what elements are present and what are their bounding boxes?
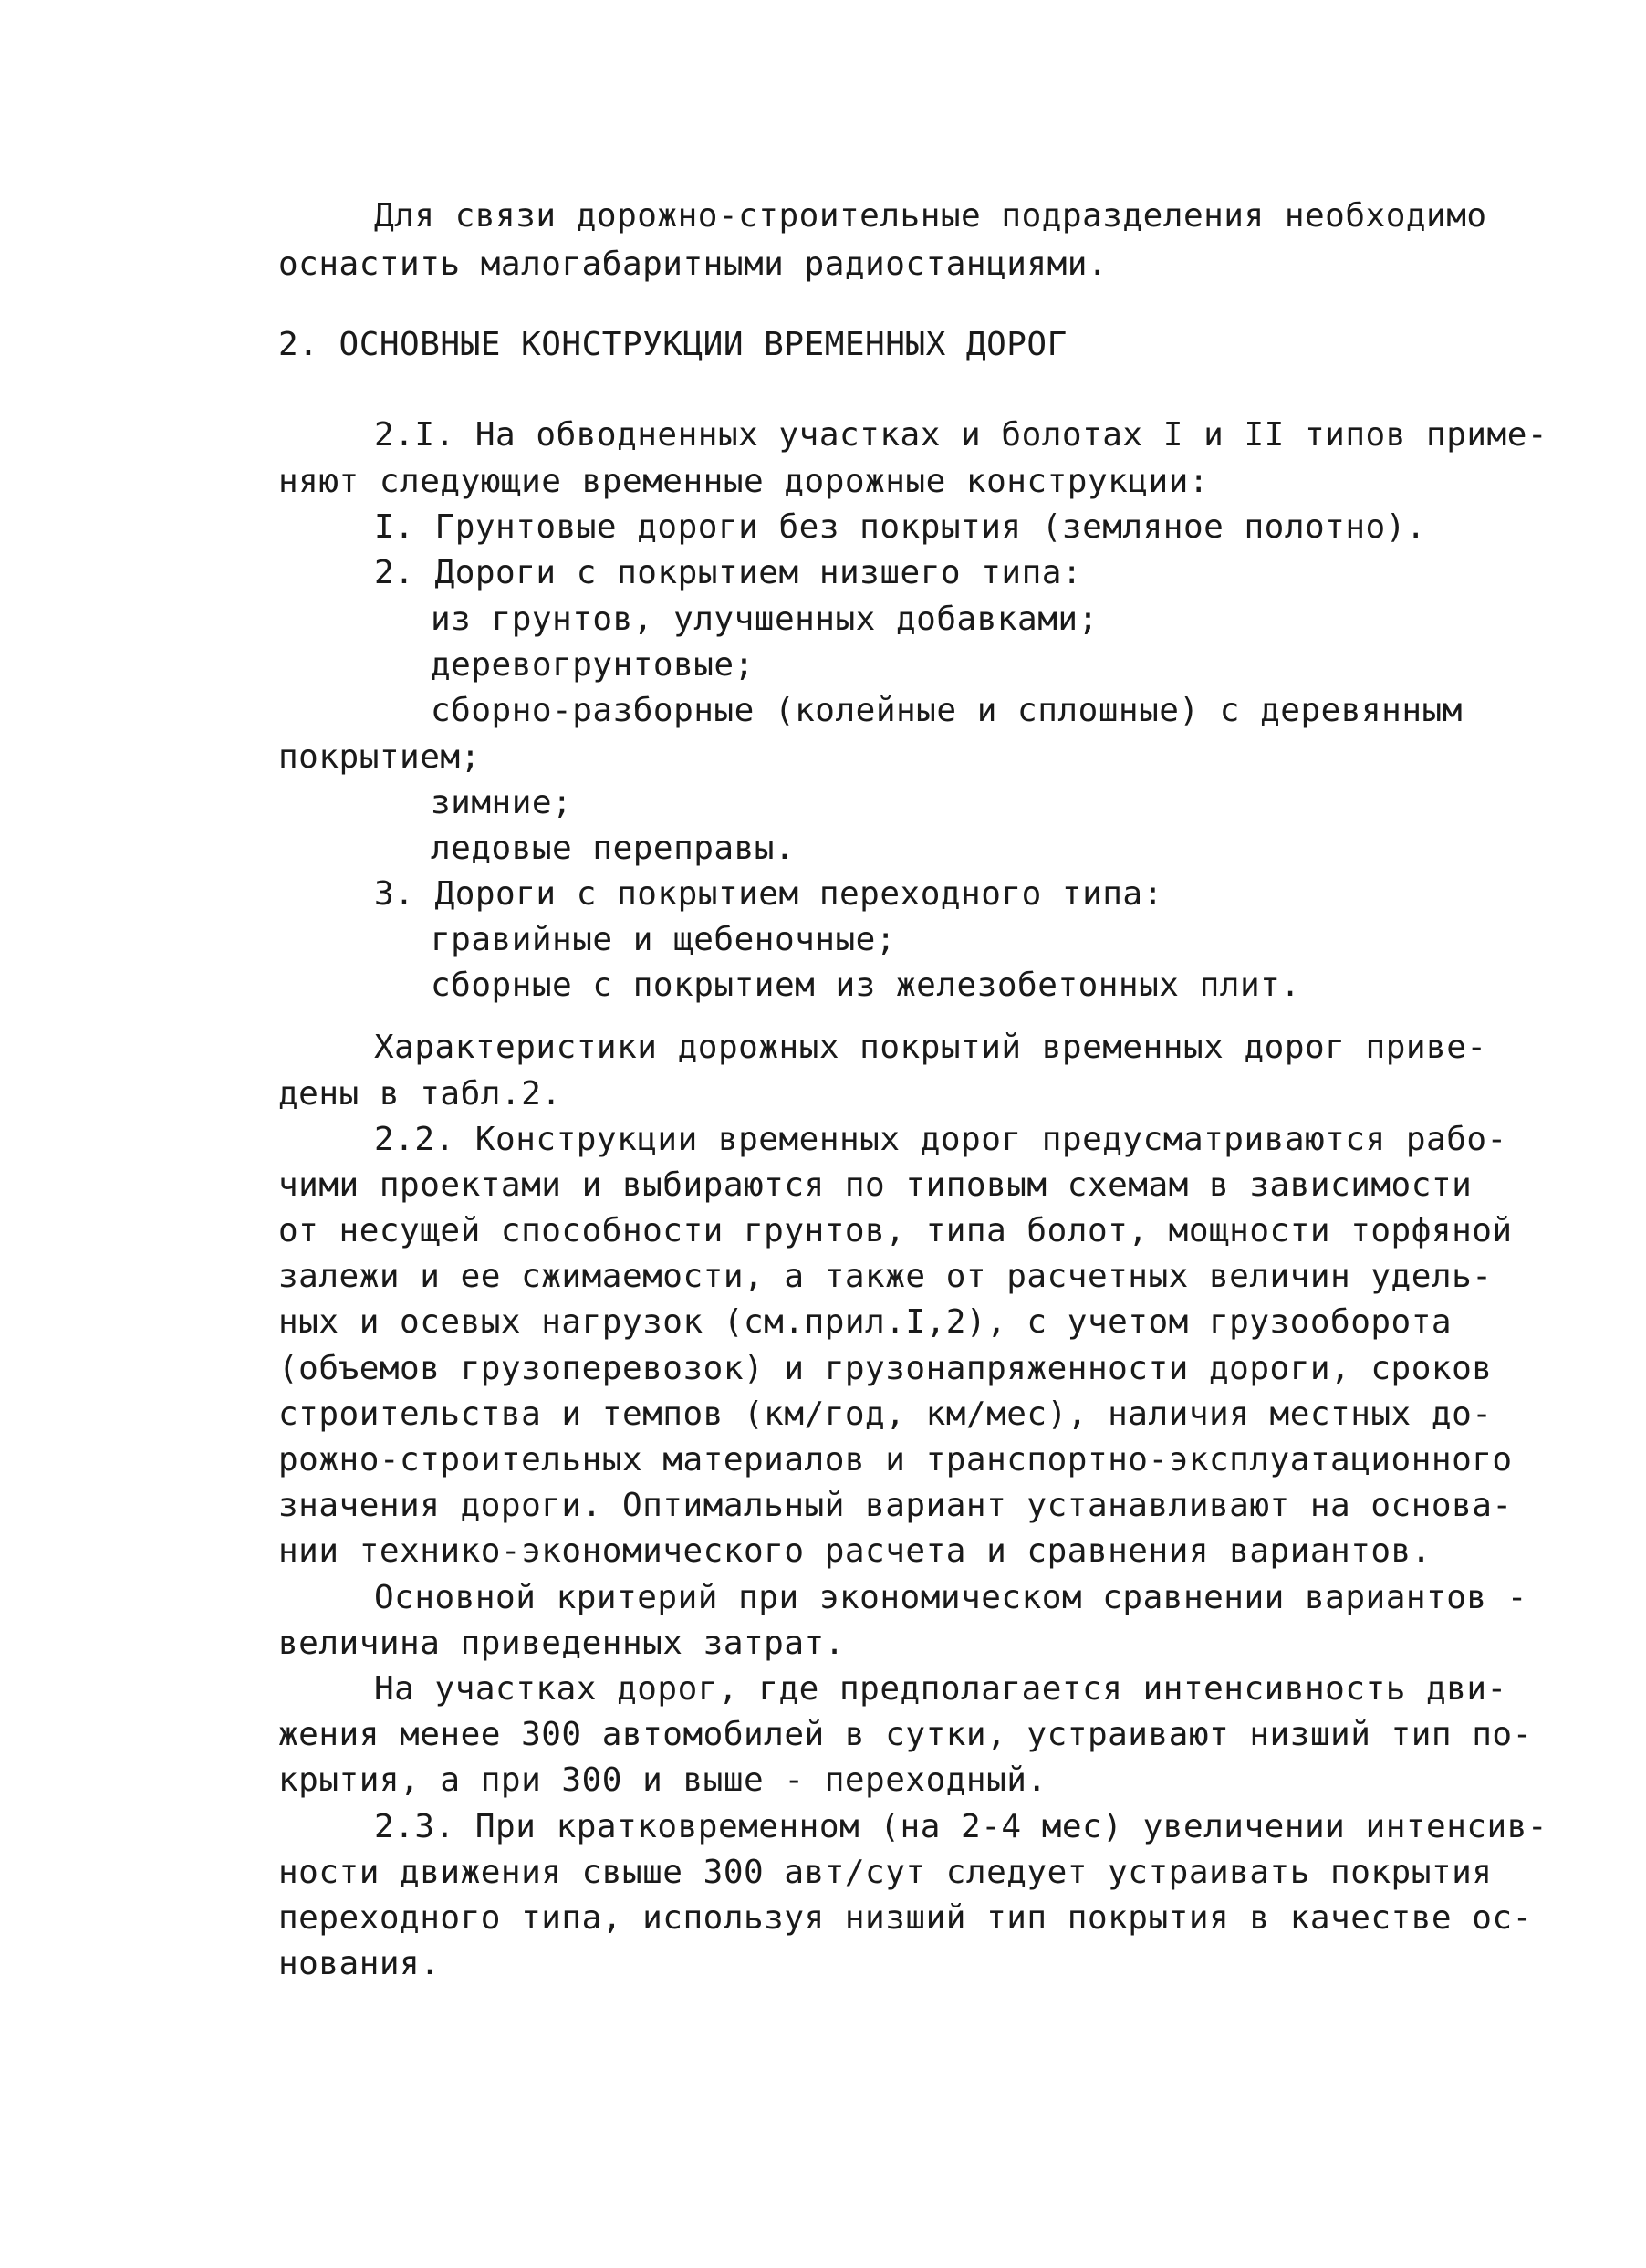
list-subitem: сборно-разборные (колейные и сплошные) с деревянным bbox=[431, 692, 1463, 729]
paragraph-line: величина приведенных затрат. bbox=[278, 1625, 845, 1662]
list-subitem: покрытием; bbox=[278, 738, 481, 776]
paragraph-line: 2.3. При кратковременном (на 2-4 мес) увеличении интенсив- bbox=[374, 1808, 1548, 1845]
list-item: 3. Дороги с покрытием переходного типа: bbox=[374, 875, 1163, 913]
list-item: 2. Дороги с покрытием низшего типа: bbox=[374, 554, 1083, 591]
list-subitem: деревогрунтовые; bbox=[431, 646, 755, 684]
list-item: I. Грунтовые дороги без покрытия (земляное полотно). bbox=[374, 508, 1427, 546]
paragraph-line: 2.2. Конструкции временных дорог предусматриваются рабо- bbox=[374, 1121, 1507, 1158]
paragraph-line: нии технико-экономического расчета и сравнения вариантов. bbox=[278, 1532, 1432, 1570]
paragraph-line: нования. bbox=[278, 1945, 441, 1982]
paragraph-line: ных и осевых нагрузок (см.прил.I,2), с учетом грузооборота bbox=[278, 1303, 1453, 1341]
list-subitem: сборные с покрытием из железобетонных плит. bbox=[431, 967, 1301, 1004]
paragraph-line: залежи и ее сжимаемости, а также от расчетных величин удель- bbox=[278, 1258, 1493, 1295]
paragraph-line: няют следующие временные дорожные конструкции: bbox=[278, 463, 1209, 500]
list-subitem: зимние; bbox=[431, 784, 573, 821]
list-subitem: из грунтов, улучшенных добавками; bbox=[431, 601, 1099, 638]
section-heading: 2. ОСНОВНЫЕ КОНСТРУКЦИИ ВРЕМЕННЫХ ДОРОГ bbox=[278, 326, 1068, 363]
paragraph-line: строительства и темпов (км/год, км/мес), наличия местных до- bbox=[278, 1395, 1493, 1433]
intro-line: оснастить малогабаритными радиостанциями. bbox=[278, 246, 1109, 283]
list-subitem: гравийные и щебеночные; bbox=[431, 921, 896, 958]
paragraph-line: 2.I. На обводненных участках и болотах I и II типов приме- bbox=[374, 416, 1548, 454]
paragraph-line: ности движения свыше 300 авт/сут следует устраивать покрытия bbox=[278, 1854, 1493, 1891]
intro-line: Для связи дорожно-строительные подразделения необходимо bbox=[374, 197, 1487, 235]
paragraph-line: переходного типа, используя низший тип покрытия в качестве ос- bbox=[278, 1899, 1533, 1937]
paragraph-line: Характеристики дорожных покрытий временных дорог приве- bbox=[374, 1029, 1487, 1066]
paragraph-line: На участках дорог, где предполагается интенсивность дви- bbox=[374, 1670, 1507, 1708]
paragraph-line: дены в табл.2. bbox=[278, 1075, 562, 1113]
paragraph-line: жения менее 300 автомобилей в сутки, устраивают низший тип по- bbox=[278, 1716, 1533, 1753]
list-subitem: ледовые переправы. bbox=[431, 830, 796, 867]
paragraph-line: чими проектами и выбираются по типовым схемам в зависимости bbox=[278, 1166, 1473, 1204]
paragraph-line: (объемов грузоперевозок) и грузонапряженности дороги, сроков bbox=[278, 1350, 1493, 1387]
paragraph-line: значения дороги. Оптимальный вариант устанавливают на основа- bbox=[278, 1487, 1513, 1524]
paragraph-line: рожно-строительных материалов и транспортно-эксплуатационного bbox=[278, 1441, 1513, 1479]
paragraph-line: Основной критерий при экономическом сравнении вариантов - bbox=[374, 1579, 1527, 1616]
paragraph-line: крытия, а при 300 и выше - переходный. bbox=[278, 1761, 1047, 1799]
paragraph-line: от несущей способности грунтов, типа болот, мощности торфяной bbox=[278, 1212, 1513, 1249]
